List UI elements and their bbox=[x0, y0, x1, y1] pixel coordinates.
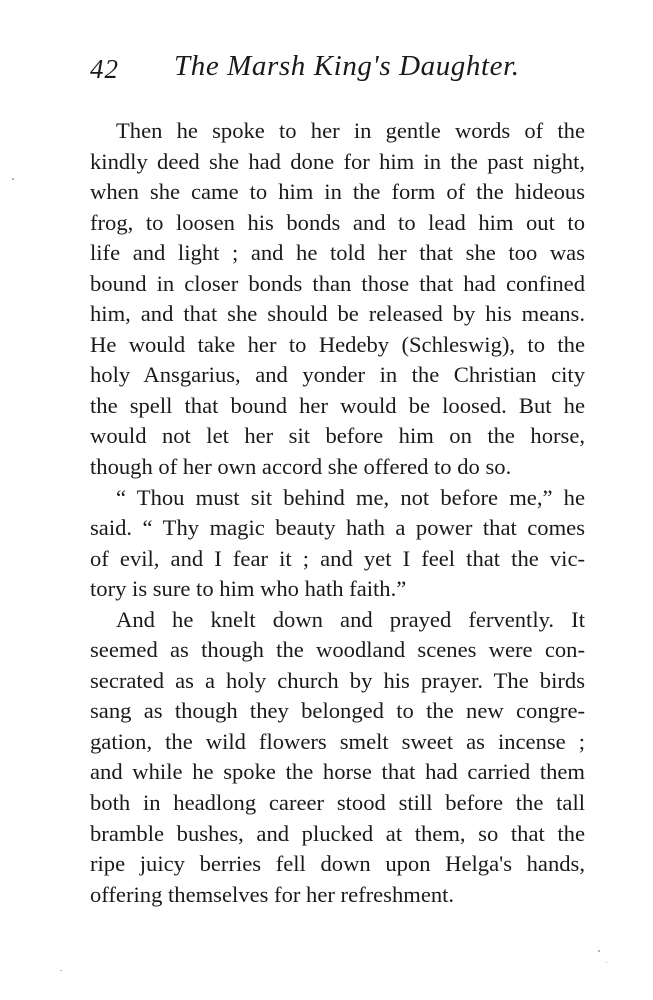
running-title: The Marsh King's Daughter. bbox=[174, 50, 520, 82]
paragraph-1-line-3: when she came to him in the form of the hideous bbox=[90, 179, 585, 205]
paragraph-1-line-8: He would take her to Hedeby (Schleswig), to the bbox=[90, 331, 585, 357]
body-text bbox=[90, 116, 585, 910]
paper-speck bbox=[598, 950, 600, 952]
paper-speck bbox=[606, 962, 607, 963]
paragraph-3-line-10: offering themselves for her refreshment. bbox=[90, 881, 455, 907]
paragraph-2-line-3: of evil, and I fear it ; and yet I feel that the vic- bbox=[90, 545, 585, 571]
paragraph-3-line-5: gation, the wild flowers smelt sweet as incense ; bbox=[90, 728, 585, 754]
paragraph-3-line-6: and while he spoke the horse that had carried them bbox=[90, 759, 585, 785]
paragraph-3-line-1: And he knelt down and prayed fervently. It bbox=[116, 606, 585, 632]
paragraph-1-line-6: bound in closer bonds than those that had confined bbox=[90, 270, 585, 296]
paragraph-1-line-2: kindly deed she had done for him in the past night, bbox=[90, 148, 585, 174]
running-head bbox=[90, 50, 570, 90]
paper-speck bbox=[12, 178, 14, 180]
paragraph-1-line-12: though of her own accord she offered to do so. bbox=[90, 454, 512, 480]
paragraph-1-line-4: frog, to loosen his bonds and to lead him out to bbox=[90, 209, 585, 235]
page-number: 42 bbox=[90, 54, 119, 84]
paragraph-3-line-3: secrated as a holy church by his prayer. The birds bbox=[90, 667, 585, 693]
paragraph-1-line-9: holy Ansgarius, and yonder in the Christian city bbox=[90, 362, 585, 388]
paragraph-1-line-1: Then he spoke to her in gentle words of the bbox=[116, 118, 585, 143]
paragraph-3-line-2: seemed as though the woodland scenes were con- bbox=[90, 637, 585, 663]
paragraph-2-line-2: said. “ Thy magic beauty hath a power that comes bbox=[90, 515, 585, 541]
paragraph-1-line-11: would not let her sit before him on the horse, bbox=[90, 423, 585, 449]
paragraph-1-line-10: the spell that bound her would be loosed. But he bbox=[90, 392, 585, 418]
paragraph-3-line-4: sang as though they belonged to the new congre- bbox=[90, 698, 585, 724]
paragraph-2-line-1: “ Thou must sit behind me, not before me,” he bbox=[116, 484, 585, 510]
paragraph-2-line-4: tory is sure to him who hath faith.” bbox=[90, 576, 407, 602]
paragraph-3-line-7: both in headlong career stood still before the tall bbox=[90, 790, 585, 816]
paper-speck bbox=[60, 970, 62, 971]
paragraph-1-line-7: him, and that she should be released by his means. bbox=[90, 301, 585, 327]
paragraph-3-line-8: bramble bushes, and plucked at them, so that the bbox=[90, 820, 585, 846]
paragraph-3-line-9: ripe juicy berries fell down upon Helga's hands, bbox=[90, 851, 585, 877]
paragraph-1-line-5: life and light ; and he told her that she too was bbox=[90, 240, 585, 266]
